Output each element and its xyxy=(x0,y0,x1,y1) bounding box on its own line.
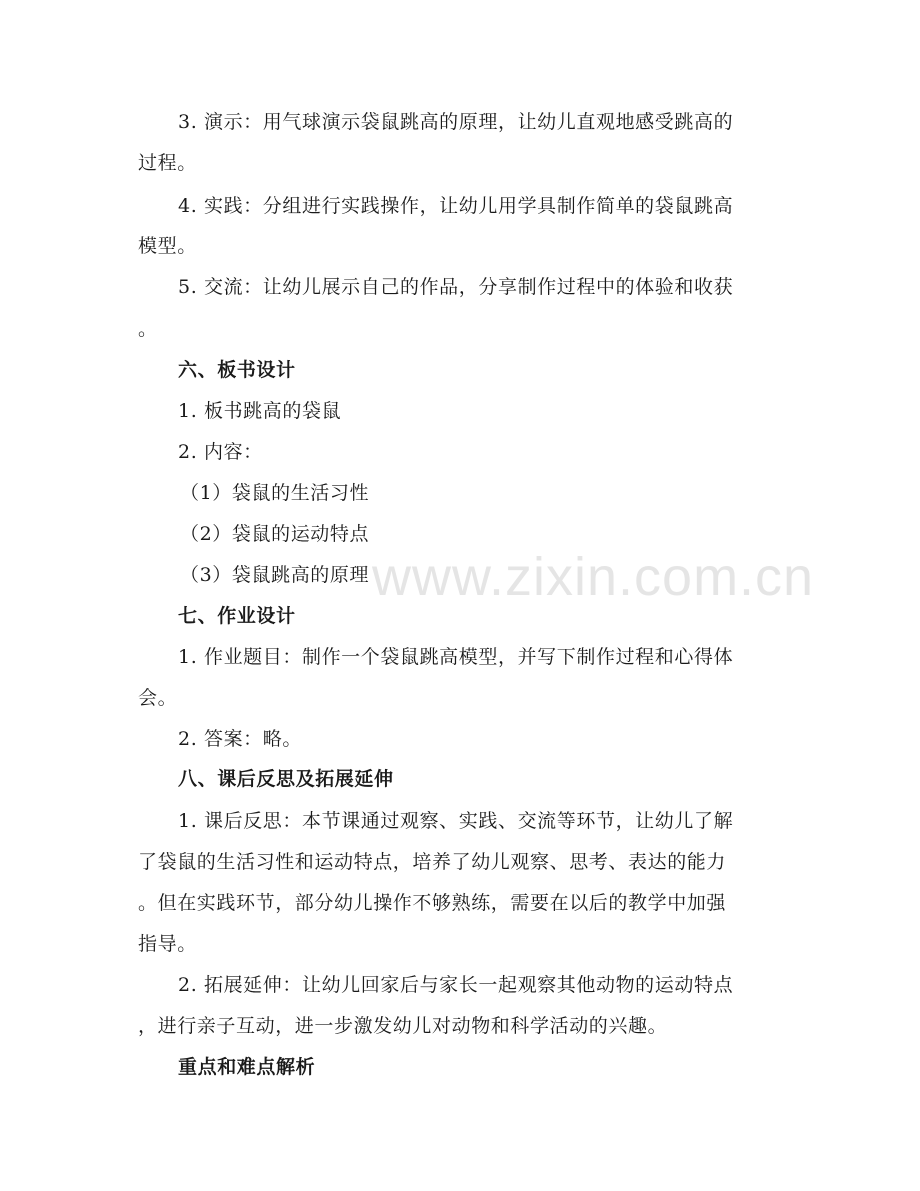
list-subitem-principle: （3）袋鼠跳高的原理 xyxy=(180,564,370,586)
list-subitem-movement: （2）袋鼠的运动特点 xyxy=(180,523,370,545)
paragraph-demo-line2: 过程。 xyxy=(138,152,197,174)
list-item-blackboard-content: 2. 内容： xyxy=(178,441,263,463)
section-heading-reflection: 八、课后反思及拓展延伸 xyxy=(178,768,394,790)
paragraph-practice-line2: 模型。 xyxy=(138,235,197,257)
paragraph-reflection-line3: 。但在实践环节，部分幼儿操作不够熟练，需要在以后的教学中加强 xyxy=(138,892,727,914)
paragraph-answer: 2. 答案：略。 xyxy=(178,728,302,750)
paragraph-extension-line2: ，进行亲子互动，进一步激发幼儿对动物和科学活动的兴趣。 xyxy=(138,1015,668,1037)
list-item-blackboard-title: 1. 板书跳高的袋鼠 xyxy=(178,400,342,422)
paragraph-reflection-line2: 了袋鼠的生活习性和运动特点，培养了幼儿观察、思考、表达的能力 xyxy=(138,851,727,873)
paragraph-practice-line1: 4. 实践：分组进行实践操作，让幼儿用学具制作简单的袋鼠跳高 xyxy=(178,195,734,217)
paragraph-exchange-line2: 。 xyxy=(138,318,158,340)
watermark-text: www.zixin.com.cn xyxy=(372,547,815,607)
paragraph-reflection-line1: 1. 课后反思：本节课通过观察、实践、交流等环节，让幼儿了解 xyxy=(178,810,734,832)
paragraph-exchange-line1: 5. 交流：让幼儿展示自己的作品，分享制作过程中的体验和收获 xyxy=(178,276,734,298)
section-heading-keypoints: 重点和难点解析 xyxy=(178,1056,316,1078)
list-subitem-habits: （1）袋鼠的生活习性 xyxy=(180,482,370,504)
section-heading-homework: 七、作业设计 xyxy=(178,605,296,627)
paragraph-homework-line1: 1. 作业题目：制作一个袋鼠跳高模型，并写下制作过程和心得体 xyxy=(178,646,734,668)
paragraph-extension-line1: 2. 拓展延伸：让幼儿回家后与家长一起观察其他动物的运动特点 xyxy=(178,974,734,996)
section-heading-blackboard: 六、板书设计 xyxy=(178,359,296,381)
paragraph-homework-line2: 会。 xyxy=(138,687,178,709)
paragraph-reflection-line4: 指导。 xyxy=(138,933,197,955)
paragraph-demo-line1: 3. 演示：用气球演示袋鼠跳高的原理，让幼儿直观地感受跳高的 xyxy=(178,111,734,133)
